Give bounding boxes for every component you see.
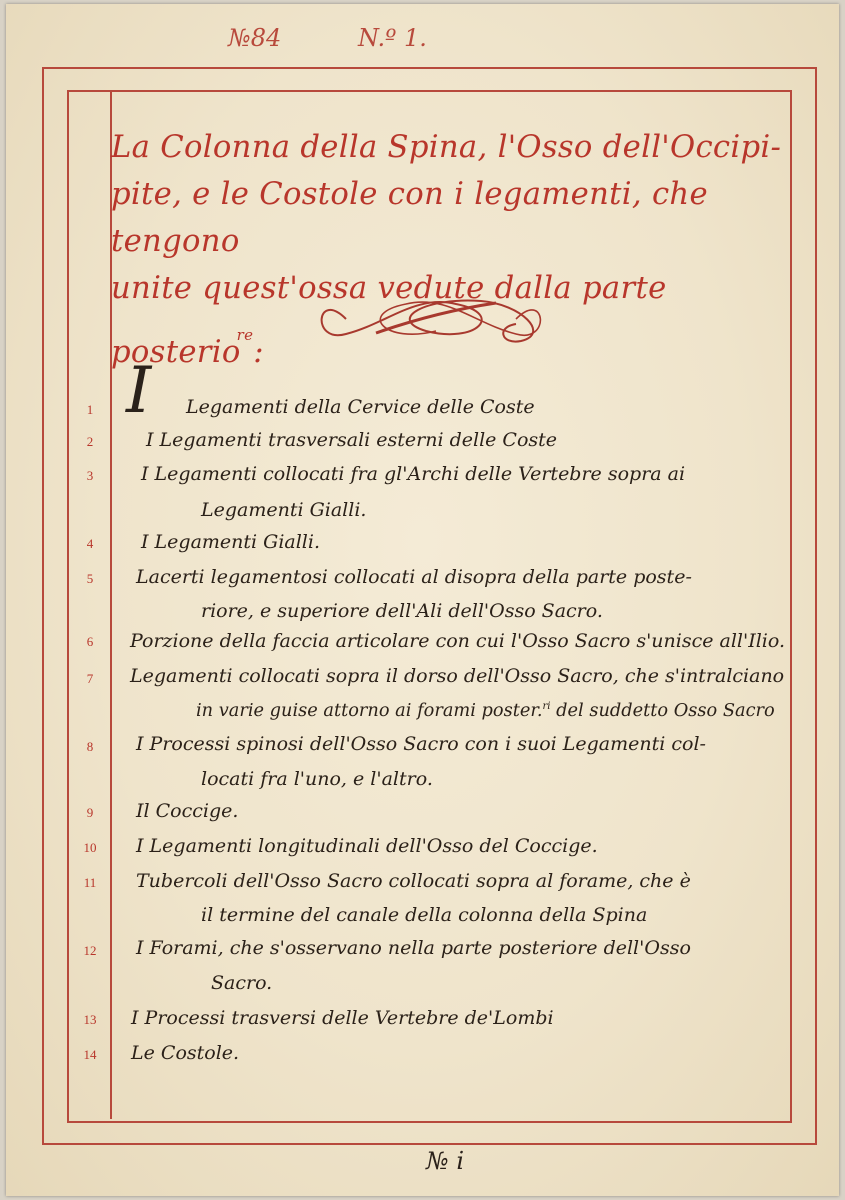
flourish-ornament-icon <box>306 289 556 349</box>
title-line-1: La Colonna della Spina, l'Osso dell'Occipi- <box>111 130 782 165</box>
entry-number: 7 <box>86 671 94 686</box>
entry-text: I Processi spinosi dell'Osso Sacro con i suoi Legamenti col- <box>136 733 706 755</box>
entry-text-continued: locati fra l'uno, e l'altro. <box>201 768 433 790</box>
entry-text: I Legamenti longitudinali dell'Osso del Coccige. <box>136 835 598 857</box>
entry-number: 11 <box>83 875 97 890</box>
entry-text-continued: Sacro. <box>211 972 273 994</box>
entry-number: 1 <box>86 402 94 417</box>
entry-text-continued: il termine del canale della colonna della Spina <box>201 904 648 926</box>
entry-text: I Legamenti collocati fra gl'Archi delle Vertebre sopra ai <box>141 463 686 485</box>
title-line-3: unite quest'ossa vedute dalla parte posterio$^{re}$: <box>111 271 667 370</box>
entry-number: 5 <box>86 571 94 586</box>
entry-text: Tubercoli dell'Osso Sacro collocati sopra al forame, che è <box>136 870 691 892</box>
entry-number: 9 <box>86 805 94 820</box>
entry-text: Il Coccige. <box>136 800 239 822</box>
entry-number: 6 <box>86 634 94 649</box>
entry-number: 13 <box>83 1012 97 1027</box>
entry-text: I Processi trasversi delle Vertebre de'Lombi <box>131 1007 554 1029</box>
manuscript-page <box>6 4 839 1196</box>
entry-number: 14 <box>83 1047 97 1062</box>
entry-text: I Legamenti Gialli. <box>141 531 320 553</box>
entry-number: 4 <box>86 536 94 551</box>
plate-number: N.º 1. <box>358 24 427 52</box>
entry-text: Legamenti collocati sopra il dorso dell'Osso Sacro, che s'intralciano <box>130 665 785 687</box>
entry-number: 12 <box>83 943 97 958</box>
title-line-2: pite, e le Costole con i legamenti, che tengono <box>111 177 708 259</box>
entry-text: Le Costole. <box>131 1042 240 1064</box>
entry-text-continued: in varie guise attorno ai forami poster.$^{ri}$ del suddetto Osso Sacro <box>196 701 775 721</box>
entry-text-continued: riore, e superiore dell'Ali dell'Osso Sacro. <box>201 600 603 622</box>
entry-text: Legamenti della Cervice delle Coste <box>186 396 535 418</box>
decorative-initial: I <box>126 354 152 428</box>
entry-number: 8 <box>86 739 94 754</box>
entry-number: 10 <box>83 840 97 855</box>
entry-number: 3 <box>86 468 94 483</box>
catalog-number: №84 <box>228 24 282 52</box>
entry-text: Porzione della faccia articolare con cui l'Osso Sacro s'unisce all'Ilio. <box>130 630 786 652</box>
entry-text: I Legamenti trasversali esterni delle Coste <box>146 429 558 451</box>
entry-text: I Forami, che s'osservano nella parte posteriore dell'Osso <box>136 937 691 959</box>
entry-number: 2 <box>86 434 94 449</box>
entry-text-continued: Legamenti Gialli. <box>201 499 367 521</box>
entry-text: Lacerti legamentosi collocati al disopra della parte poste- <box>136 566 692 588</box>
footer-mark: № i <box>426 1147 465 1175</box>
